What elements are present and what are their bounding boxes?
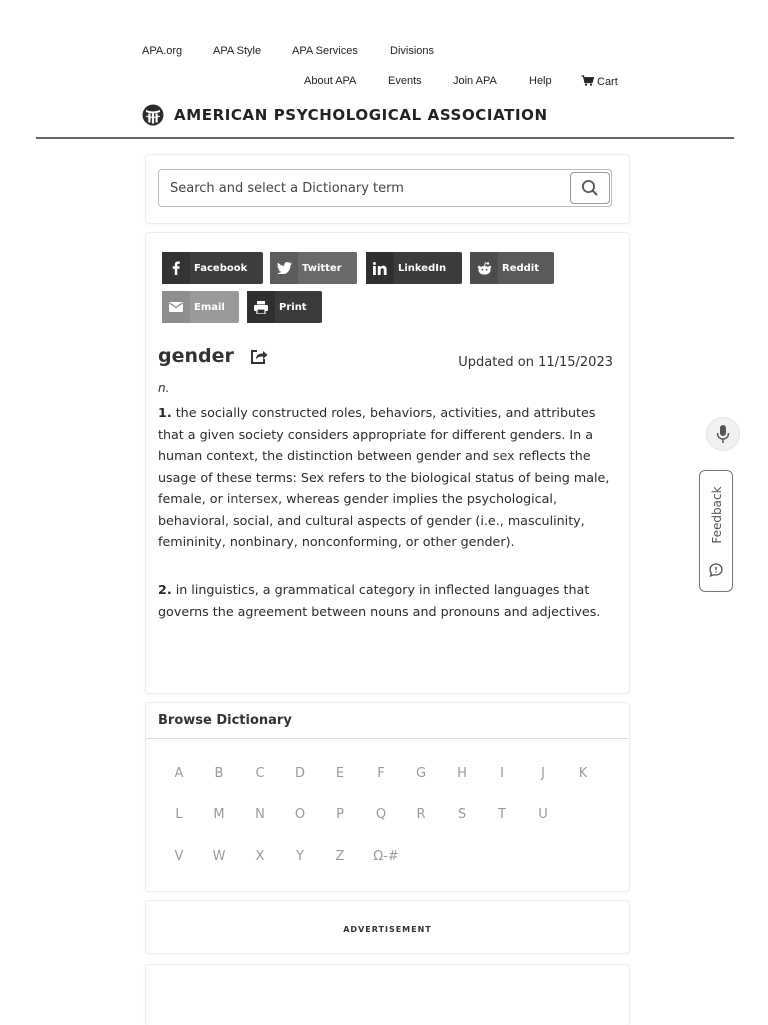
advertisement-card <box>145 900 630 954</box>
browse-letter-j[interactable]: J <box>541 766 545 781</box>
nav-events[interactable]: Events <box>388 75 422 87</box>
print-icon <box>247 291 275 323</box>
share-facebook-label: Facebook <box>194 262 248 274</box>
share-linkedin-button[interactable] <box>366 252 462 284</box>
share-reddit-label: Reddit <box>502 262 540 274</box>
entry-term: gender <box>158 345 234 367</box>
nav-about-apa[interactable]: About APA <box>304 75 357 87</box>
apa-logo-icon <box>142 104 164 126</box>
browse-letter-s[interactable]: S <box>457 807 467 822</box>
browse-letter-h[interactable]: H <box>457 766 467 781</box>
part-of-speech: n. <box>158 381 170 395</box>
advertisement-label: ADVERTISEMENT <box>343 925 432 934</box>
nav-help[interactable]: Help <box>529 75 552 87</box>
entry-card <box>145 232 630 694</box>
browse-letter-l[interactable]: L <box>175 807 183 822</box>
browse-letter-a[interactable]: A <box>174 766 184 781</box>
browse-card <box>145 702 630 892</box>
browse-letter-z[interactable]: Z <box>335 849 345 864</box>
browse-letter-m[interactable]: M <box>213 807 225 822</box>
browse-letter-o[interactable]: O <box>294 807 306 822</box>
browse-letter-b[interactable]: B <box>214 766 224 781</box>
header-divider <box>36 137 734 139</box>
browse-letter-w[interactable]: W <box>212 849 226 864</box>
search-icon <box>581 179 599 197</box>
brand-logo-link[interactable] <box>142 104 548 126</box>
definition-2-text: in linguistics, a grammatical category in inflected languages that governs the agreement between nouns and pronouns and adjectives. <box>158 582 601 619</box>
definition-1-text-c: , whereas gender implies the psychological, behavioral, social, and cultural aspects of gender (i.e., masculinity, femininity, nonbinary, nonconforming, or other gender). <box>158 491 585 549</box>
share-facebook-button[interactable] <box>162 252 263 284</box>
browse-letter-p[interactable]: P <box>336 807 344 822</box>
twitter-icon <box>270 252 298 284</box>
definition-1-text-a: the socially constructed roles, behaviors, activities, and attributes that a given society considers appropriate for different genders. In a human context, the distinction between gender and <box>158 405 596 463</box>
browse-letter-symbols[interactable]: Ω-# <box>373 849 399 864</box>
nav-apa-style[interactable]: APA Style <box>213 45 262 57</box>
browse-letter-n[interactable]: N <box>255 807 265 822</box>
share-print-label: Print <box>279 301 307 313</box>
brand-name: AMERICAN PSYCHOLOGICAL ASSOCIATION <box>174 106 548 124</box>
browse-letter-d[interactable]: D <box>294 766 305 781</box>
browse-letter-y[interactable]: Y <box>296 849 304 864</box>
search-box <box>158 169 612 207</box>
share-reddit-button[interactable] <box>470 252 554 284</box>
browse-divider <box>146 738 629 739</box>
microphone-icon <box>716 424 730 444</box>
feedback-tab[interactable] <box>699 470 733 592</box>
browse-letter-r[interactable]: R <box>416 807 426 822</box>
browse-letter-q[interactable]: Q <box>375 807 387 822</box>
definition-2-number: 2. <box>158 582 172 597</box>
feedback-icon <box>709 563 723 577</box>
nav-apa-services[interactable]: APA Services <box>292 45 358 57</box>
browse-letter-f[interactable]: F <box>377 766 385 781</box>
voice-search-button[interactable] <box>706 417 740 451</box>
share-email-label: Email <box>194 301 225 313</box>
nav-divisions[interactable]: Divisions <box>390 45 435 57</box>
browse-letter-x[interactable]: X <box>255 849 265 864</box>
share-print-button[interactable] <box>247 291 322 323</box>
nav-apa-org[interactable]: APA.org <box>142 45 183 57</box>
browse-letter-v[interactable]: V <box>174 849 184 864</box>
email-icon <box>162 291 190 323</box>
next-card <box>145 964 630 1025</box>
feedback-label: Feedback <box>710 486 724 544</box>
search-button[interactable] <box>570 172 610 204</box>
browse-letter-e[interactable]: E <box>335 766 345 781</box>
share-arrow-icon[interactable] <box>250 349 268 365</box>
reddit-icon <box>470 252 498 284</box>
browse-letter-g[interactable]: G <box>415 766 427 781</box>
browse-letter-t[interactable]: T <box>498 807 506 822</box>
browse-letter-u[interactable]: U <box>538 807 548 822</box>
search-card <box>145 154 630 224</box>
linkedin-icon <box>366 252 394 284</box>
share-linkedin-label: LinkedIn <box>398 262 447 274</box>
definition-1-text-b: reflects the usage of these terms: Sex refers to the biological status of being male, female, or <box>158 448 610 506</box>
nav-cart[interactable] <box>581 75 618 88</box>
share-twitter-button[interactable] <box>270 252 357 284</box>
browse-letter-c[interactable]: C <box>255 766 265 781</box>
cart-icon <box>581 75 594 86</box>
definition-1 <box>158 402 616 553</box>
definition-link-sex[interactable]: sex <box>492 448 515 463</box>
browse-letter-i[interactable]: I <box>500 766 504 781</box>
definition-link-intersex[interactable]: intersex <box>226 491 279 506</box>
share-email-button[interactable] <box>162 291 239 323</box>
updated-date: Updated on 11/15/2023 <box>458 355 613 370</box>
browse-letter-k[interactable]: K <box>578 766 588 781</box>
browse-title: Browse Dictionary <box>158 713 292 728</box>
definition-2 <box>158 579 616 622</box>
share-twitter-label: Twitter <box>302 262 342 274</box>
nav-join-apa[interactable]: Join APA <box>453 75 497 87</box>
cart-label: Cart <box>597 76 618 88</box>
search-input[interactable] <box>159 169 570 207</box>
facebook-icon <box>162 252 190 284</box>
definition-1-number: 1. <box>158 405 172 420</box>
